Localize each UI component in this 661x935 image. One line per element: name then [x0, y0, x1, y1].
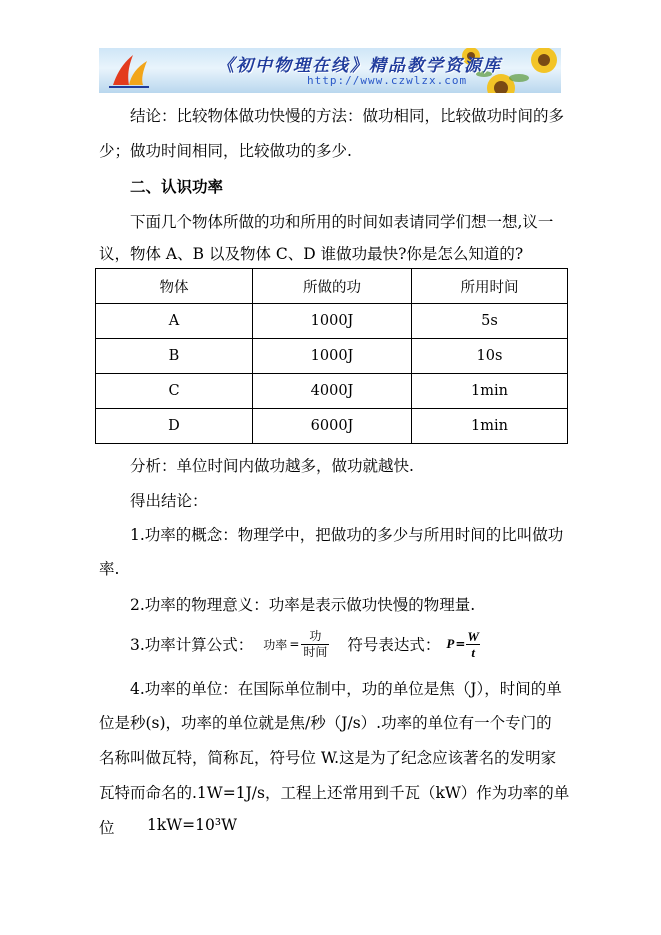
point-4-line-5-b: 1kW=10³W	[147, 816, 238, 834]
symbol-denominator: t	[471, 644, 476, 660]
table-cell: D	[96, 409, 253, 444]
point-2-text: 2.功率的物理意义：功率是表示做功快慢的物理量.	[130, 596, 476, 614]
table-cell: 4000J	[253, 374, 412, 409]
table-header-cell: 物体	[96, 269, 253, 304]
table-cell: 10s	[412, 339, 568, 374]
point-4-line-2: 位是秒(s)，功率的单位就是焦/秒（J/s）.功率的单位有一个专门的	[99, 714, 552, 732]
table-row	[96, 409, 568, 444]
symbol-expression-label: 符号表达式：	[347, 636, 441, 654]
table-cell: A	[96, 304, 253, 339]
table-cell: 1min	[412, 374, 568, 409]
banner-url[interactable]: http://www.czwlzx.com	[307, 74, 468, 87]
table-cell: C	[96, 374, 253, 409]
point-4-line-3: 名称叫做瓦特，简称瓦，符号位 W.这是为了纪念应该著名的发明家	[99, 749, 557, 767]
analysis-text: 分析：单位时间内做功越多，做功就越快.	[130, 457, 414, 475]
table-cell: 1min	[412, 409, 568, 444]
symbol-numerator: W	[467, 628, 479, 644]
symbol-fraction	[466, 629, 480, 660]
site-logo-icon	[107, 53, 151, 89]
table-cell: 5s	[412, 304, 568, 339]
banner-title: 《初中物理在线》精品教学资源库	[217, 56, 502, 76]
table-header-row	[96, 269, 568, 304]
table-cell: 1000J	[253, 339, 412, 374]
point-4-line-1: 4.功率的单位：在国际单位制中，功的单位是焦（J），时间的单	[130, 680, 562, 698]
table-cell: 6000J	[253, 409, 412, 444]
formula-numerator: 功	[301, 629, 329, 645]
point-4-line-4: 瓦特而命名的.1W=1J/s，工程上还常用到千瓦（kW）作为功率的单	[99, 784, 570, 802]
formula-denominator: 时间	[303, 644, 328, 659]
point-1-line-2: 率.	[99, 560, 120, 578]
point-3-formula-line: 3.功率计算公式： 功率 = $\frac{\text{功}}{\text{时间}}$ 符号表达式： P = $\frac{W}{t}$	[130, 628, 479, 660]
point-1-line-1: 1.功率的概念：物理学中，把做功的多少与所用时间的比叫做功	[130, 526, 564, 544]
formula-equals: =	[289, 637, 300, 651]
table-header-cell: 所用时间	[412, 269, 568, 304]
table-cell: 1000J	[253, 304, 412, 339]
table-row	[96, 304, 568, 339]
formula-p: P	[446, 636, 455, 651]
work-time-table	[95, 268, 568, 444]
conclusion-line-2: 少；做功时间相同，比较做功的多少.	[99, 142, 352, 160]
table-row	[96, 339, 568, 374]
conclusion-line-1: 结论：比较物体做功快慢的方法：做功相同，比较做功时间的多	[130, 107, 565, 125]
intro-line-1: 下面几个物体所做的功和所用的时间如表请同学们想一想,议一	[130, 213, 554, 231]
formula-fraction	[301, 629, 329, 660]
section-2-title: 二、认识功率	[130, 177, 224, 196]
table-cell: B	[96, 339, 253, 374]
derive-conclusion-label: 得出结论：	[130, 492, 208, 510]
point-3-label: 3.功率计算公式：	[130, 636, 254, 654]
header-banner	[99, 48, 561, 93]
intro-line-2: 议，物体 A、B 以及物体 C、D 谁做功最快?你是怎么知道的?	[99, 245, 524, 263]
formula-lhs: 功率	[263, 637, 288, 652]
point-4-line-5-a: 位	[99, 819, 115, 837]
table-row	[96, 374, 568, 409]
table-header-cell: 所做的功	[253, 269, 412, 304]
